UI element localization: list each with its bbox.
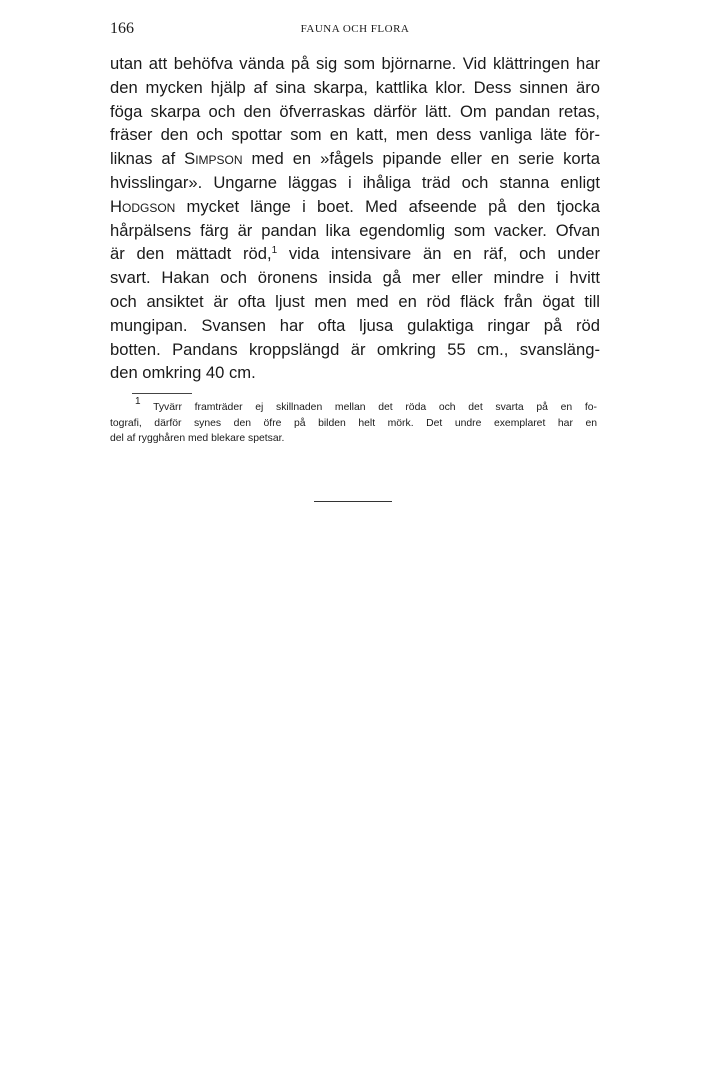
text-line: [110, 219, 600, 243]
text-line: [110, 266, 600, 290]
footnote-separator: [132, 393, 192, 394]
text-line: [110, 290, 600, 314]
text-run: fräser den och spottar som en katt, men dess vanliga läte för-: [110, 125, 600, 145]
author-name-hodgson: Hodgson: [110, 196, 176, 216]
text-line: [110, 171, 600, 195]
footnote-reference: 1: [271, 245, 278, 257]
page-number: 166: [110, 20, 134, 37]
text-line: [110, 361, 600, 385]
text-run: hårpälsens färg är pandan lika egendomlig som vacker. Ofvan: [110, 220, 600, 240]
text-line: [110, 100, 600, 124]
text-run: botten. Pandans kroppslängd är omkring 55 cm., svansläng-: [110, 339, 600, 359]
text-run: liknas af: [110, 149, 185, 169]
text-run: svart. Hakan och öronens insida gå mer eller mindre i hvitt: [110, 268, 600, 288]
text-run: med en »fågels pipande eller en serie korta: [242, 149, 601, 169]
running-title: FAUNA OCH FLORA: [300, 23, 410, 35]
section-end-rule: [314, 501, 392, 502]
text-run: vida intensivare än en räf, och under: [277, 244, 600, 264]
text-run: och ansiktet är ofta ljust men med en röd fläck från ögat till: [110, 291, 600, 311]
text-run: är den mättadt röd,: [110, 244, 272, 264]
text-run: föga skarpa och den öfverraskas därför lätt. Om pandan retas,: [110, 101, 600, 121]
footnote: [110, 396, 598, 447]
text-line: [110, 147, 600, 171]
text-line: [110, 52, 600, 76]
text-run: del af rygghåren med blekare spetsar.: [110, 433, 285, 444]
text-line: [110, 314, 600, 338]
footnote-line: [110, 416, 597, 432]
footnote-marker: 1: [135, 396, 141, 407]
author-name-simpson: Simpson: [184, 149, 243, 169]
page-header: [110, 20, 600, 40]
text-run: mycket länge i boet. Med afseende på den tjocka: [175, 196, 600, 216]
text-line: [110, 338, 600, 362]
text-line: [110, 242, 600, 266]
text-run: den omkring 40 cm.: [110, 363, 256, 383]
footnote-line: [110, 431, 597, 447]
text-run: mungipan. Svansen har ofta ljusa gulaktiga ringar på röd: [110, 315, 600, 335]
footnote-line: [110, 396, 598, 416]
text-run: hvisslingar». Ungarne läggas i ihåliga träd och stanna enligt: [110, 172, 600, 192]
text-line: [110, 195, 600, 219]
text-run: utan att behöfva vända på sig som björnarne. Vid klättringen har: [110, 54, 600, 73]
body-paragraph: [110, 52, 600, 385]
text-line: [110, 76, 600, 100]
text-run: tografi, därför synes den öfre på bilden helt mörk. Det undre exemplaret har en: [110, 417, 597, 429]
text-line: [110, 123, 600, 147]
text-run: den mycken hjälp af sina skarpa, kattlika klor. Dess sinnen äro: [110, 77, 600, 97]
text-run: Tyvärr framträder ej skillnaden mellan det röda och det svarta på en fo-: [153, 402, 598, 413]
